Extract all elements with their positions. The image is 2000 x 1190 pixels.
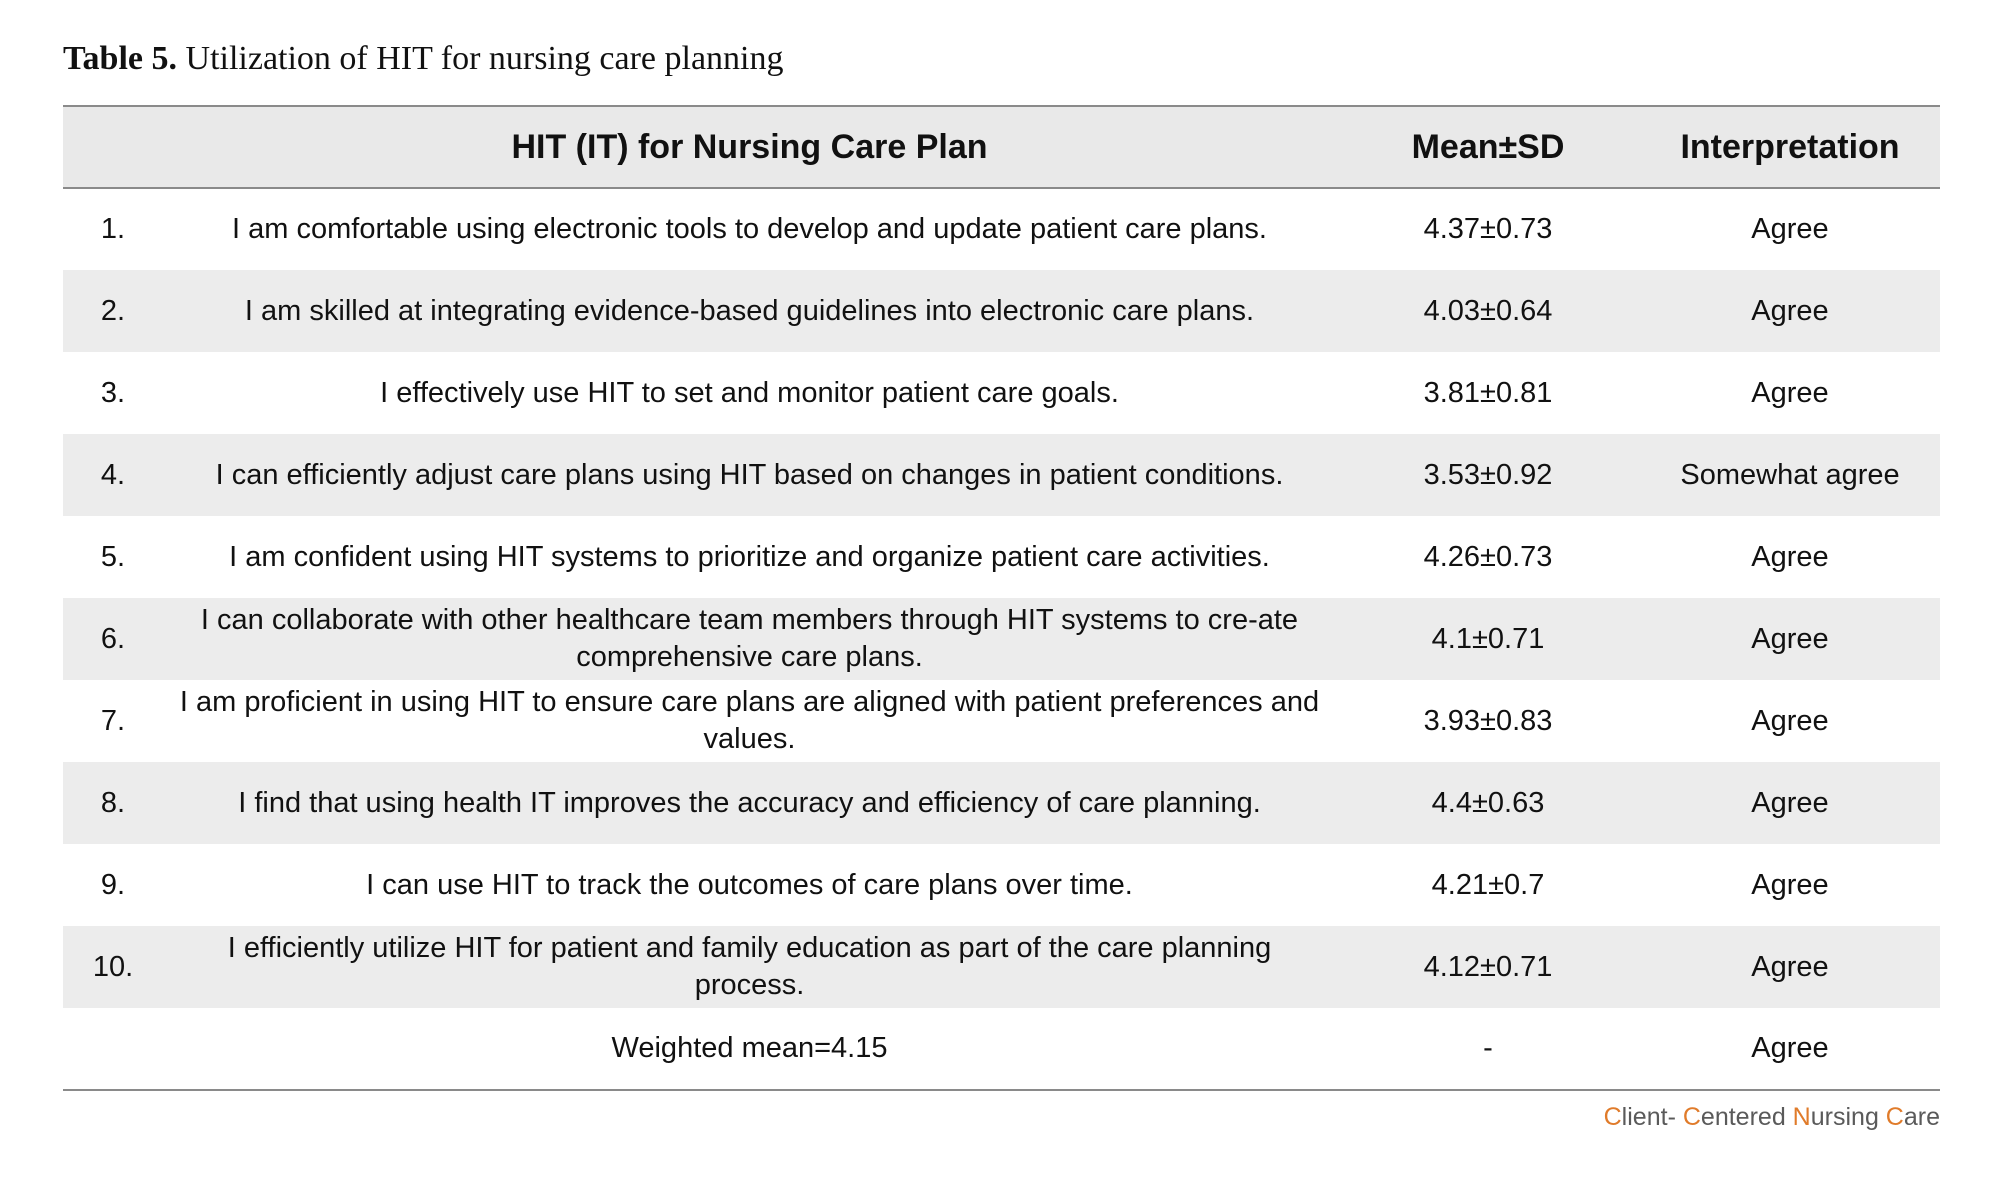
row-interpretation: Agree bbox=[1751, 213, 1829, 245]
row-mean-sd: 4.37±0.73 bbox=[1423, 213, 1553, 245]
row-interpretation: Somewhat agree bbox=[1680, 458, 1900, 491]
results-table bbox=[63, 105, 1940, 1091]
row-item: I am comfortable using electronic tools to develop and update patient care plans. bbox=[232, 213, 1267, 245]
row-item: I can efficiently adjust care plans using HIT based on changes in patient conditions. bbox=[215, 458, 1284, 491]
summary-interpretation: Agree bbox=[1751, 1032, 1829, 1064]
row-item: I efficiently utilize HIT for patient and family education as part of the care planning process. bbox=[227, 932, 1272, 1001]
row-number: 3. bbox=[100, 376, 126, 409]
table-row bbox=[63, 926, 1940, 1008]
row-mean-sd: 3.53±0.92 bbox=[1423, 458, 1553, 491]
row-mean-sd: 4.03±0.64 bbox=[1423, 294, 1553, 327]
table-row bbox=[63, 762, 1940, 844]
summary-mean-sd: - bbox=[1483, 1032, 1493, 1064]
header-item: HIT (IT) for Nursing Care Plan bbox=[163, 106, 1336, 188]
row-mean-sd: 4.4±0.63 bbox=[1431, 786, 1545, 819]
row-mean-sd: 4.12±0.71 bbox=[1423, 950, 1553, 983]
row-item: I can use HIT to track the outcomes of care plans over time. bbox=[366, 868, 1133, 901]
table-header bbox=[63, 106, 1940, 188]
header-number bbox=[63, 106, 163, 188]
row-number: 7. bbox=[100, 704, 126, 737]
row-interpretation: Agree bbox=[1751, 376, 1829, 409]
row-interpretation: Agree bbox=[1751, 786, 1829, 819]
header-mean-sd: Mean±SD bbox=[1336, 106, 1640, 188]
table-row bbox=[63, 352, 1940, 434]
summary-label: Weighted mean=4.15 bbox=[611, 1032, 888, 1064]
table-row bbox=[63, 680, 1940, 762]
journal-logo: Client- Centered Nursing Care bbox=[1603, 1103, 1940, 1131]
row-number: 5. bbox=[100, 540, 126, 573]
row-item: I am skilled at integrating evidence-based guidelines into electronic care plans. bbox=[244, 294, 1255, 327]
table-caption-label: Table 5. bbox=[63, 40, 178, 77]
row-number: 1. bbox=[100, 213, 126, 245]
row-interpretation: Agree bbox=[1751, 950, 1829, 983]
table-row bbox=[63, 434, 1940, 516]
row-number: 8. bbox=[100, 786, 126, 819]
summary-number bbox=[63, 1008, 163, 1090]
table-row bbox=[63, 188, 1940, 270]
row-item: I can collaborate with other healthcare team members through HIT systems to cre-ate comprehensive care plans. bbox=[200, 604, 1299, 673]
row-item: I effectively use HIT to set and monitor patient care goals. bbox=[380, 376, 1119, 409]
table-row bbox=[63, 844, 1940, 926]
row-interpretation: Agree bbox=[1751, 294, 1829, 327]
row-mean-sd: 3.93±0.83 bbox=[1423, 704, 1553, 737]
table-row bbox=[63, 270, 1940, 352]
row-interpretation: Agree bbox=[1751, 704, 1829, 737]
row-number: 6. bbox=[100, 622, 126, 655]
row-number: 10. bbox=[92, 950, 134, 983]
row-mean-sd: 4.1±0.71 bbox=[1431, 622, 1545, 655]
table-row bbox=[63, 516, 1940, 598]
row-interpretation: Agree bbox=[1751, 868, 1829, 901]
row-number: 9. bbox=[100, 868, 126, 901]
row-mean-sd: 4.21±0.7 bbox=[1431, 868, 1545, 901]
row-item: I am proficient in using HIT to ensure care plans are aligned with patient preferences and values. bbox=[179, 686, 1320, 755]
row-number: 4. bbox=[100, 458, 126, 491]
row-mean-sd: 4.26±0.73 bbox=[1423, 540, 1553, 573]
table-row bbox=[63, 598, 1940, 680]
table-caption-title: Utilization of HIT for nursing care planning bbox=[185, 40, 784, 77]
row-item: I am confident using HIT systems to prioritize and organize patient care activities. bbox=[229, 540, 1270, 573]
row-mean-sd: 3.81±0.81 bbox=[1423, 376, 1553, 409]
table-body bbox=[63, 188, 1940, 1090]
row-number: 2. bbox=[100, 294, 126, 327]
row-interpretation: Agree bbox=[1751, 540, 1829, 573]
row-interpretation: Agree bbox=[1751, 622, 1829, 655]
header-interpretation: Interpretation bbox=[1640, 106, 1940, 188]
results-table-container bbox=[63, 105, 1940, 1091]
header-row bbox=[63, 106, 1940, 188]
row-item: I find that using health IT improves the accuracy and efficiency of care planning. bbox=[238, 786, 1261, 819]
table-caption bbox=[63, 40, 784, 78]
summary-row bbox=[63, 1008, 1940, 1090]
